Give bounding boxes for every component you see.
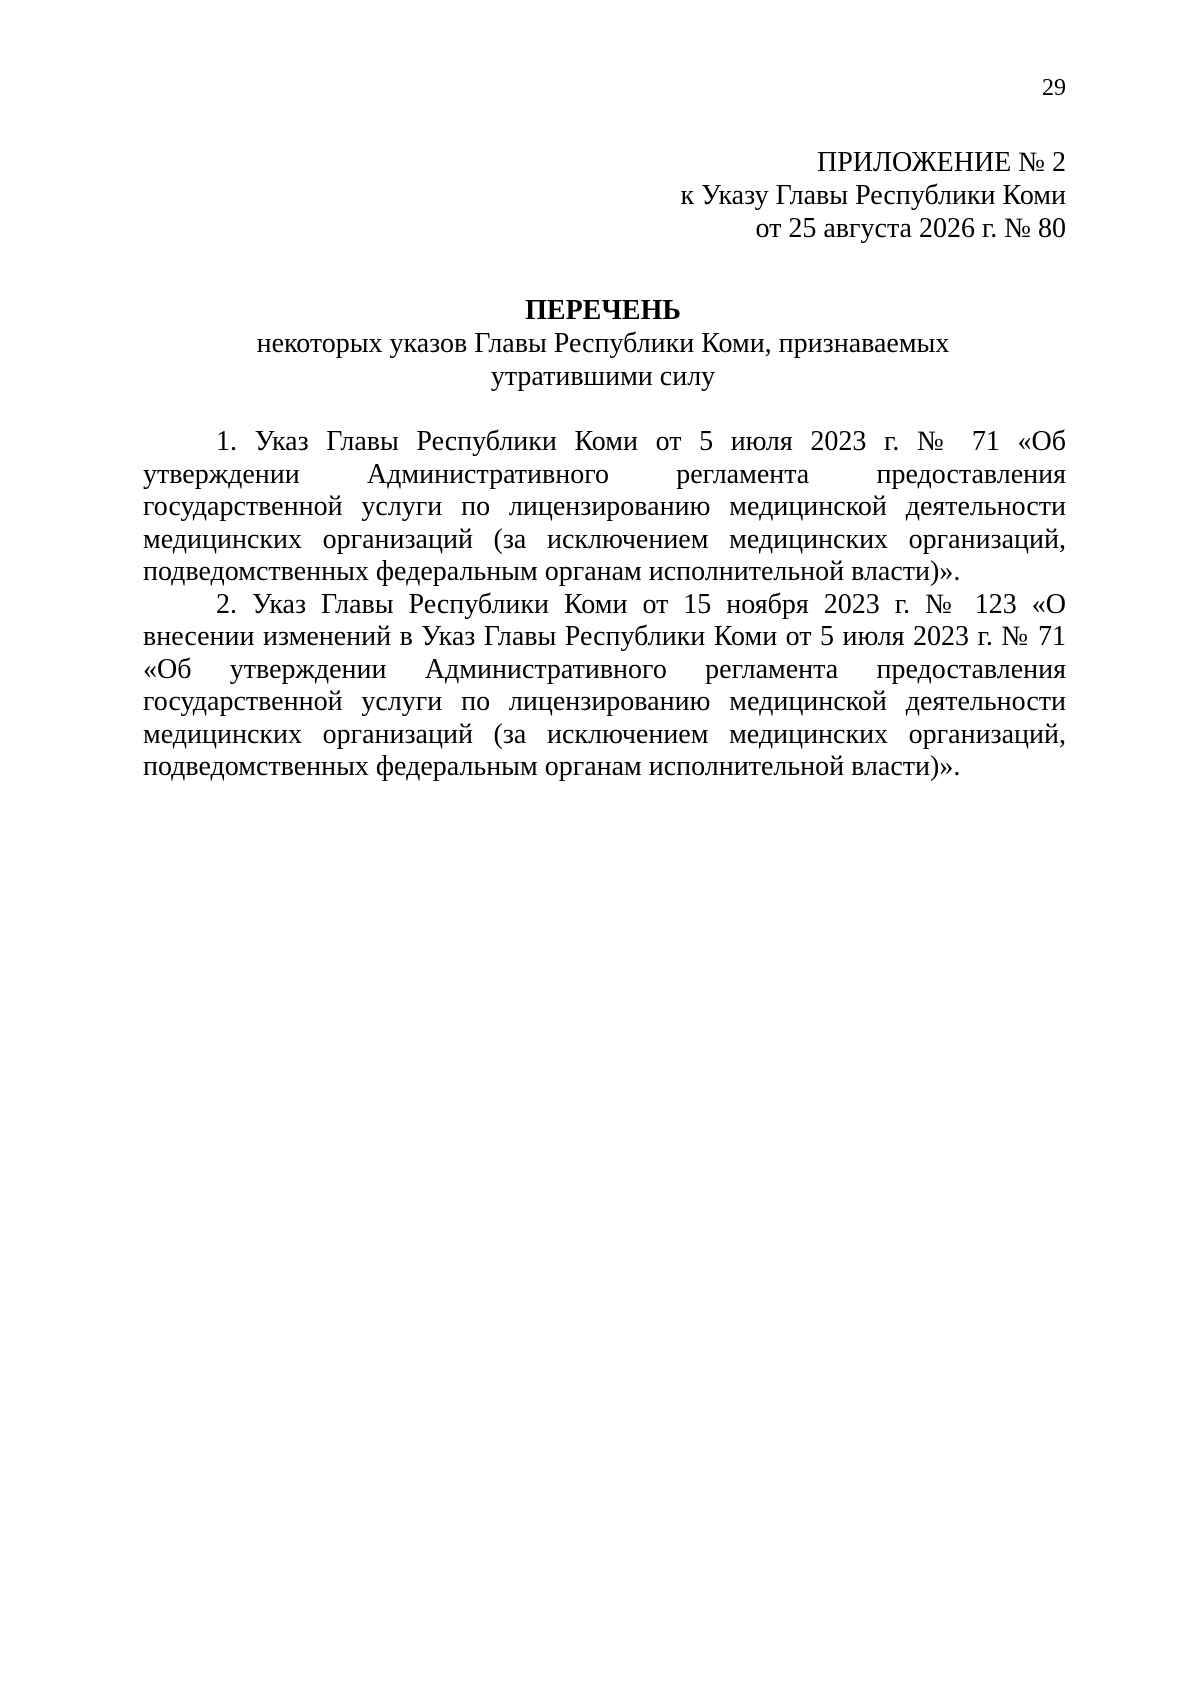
document-subtitle-line-2: утратившими силу — [490, 361, 716, 392]
appendix-header — [681, 146, 1066, 245]
document-body — [143, 426, 1066, 784]
appendix-title: ПРИЛОЖЕНИЕ № 2 — [817, 147, 1066, 178]
appendix-date: от 25 августа 2026 г. № 80 — [755, 213, 1066, 244]
document-subtitle-line-1: некоторых указов Главы Республики Коми, признаваемых — [256, 328, 950, 359]
list-item-1: 1. Указ Главы Республики Коми от 5 июля 2023 г. № 71 «Об утверждении Административного регламента предоставления государственной услуги по лицензированию медицинской деятельности медицинских организаций (за исключением медицинских организаций, подведомственных федеральным органам исполнительной власти)». — [143, 426, 1066, 587]
document-heading — [143, 294, 1063, 393]
appendix-reference: к Указу Главы Республики Коми — [680, 180, 1066, 211]
page-number: 29 — [1042, 75, 1066, 101]
document-title: ПЕРЕЧЕНЬ — [525, 295, 681, 326]
list-item-2: 2. Указ Главы Республики Коми от 15 ноября 2023 г. № 123 «О внесении изменений в Указ Главы Республики Коми от 5 июля 2023 г. № 71 «Об утверждении Административного регламента предоставления государственной услуги по лицензированию медицинской деятельности медицинских организаций (за исключением медицинских организаций, подведомственных федеральным органам исполнительной власти)». — [143, 588, 1066, 782]
